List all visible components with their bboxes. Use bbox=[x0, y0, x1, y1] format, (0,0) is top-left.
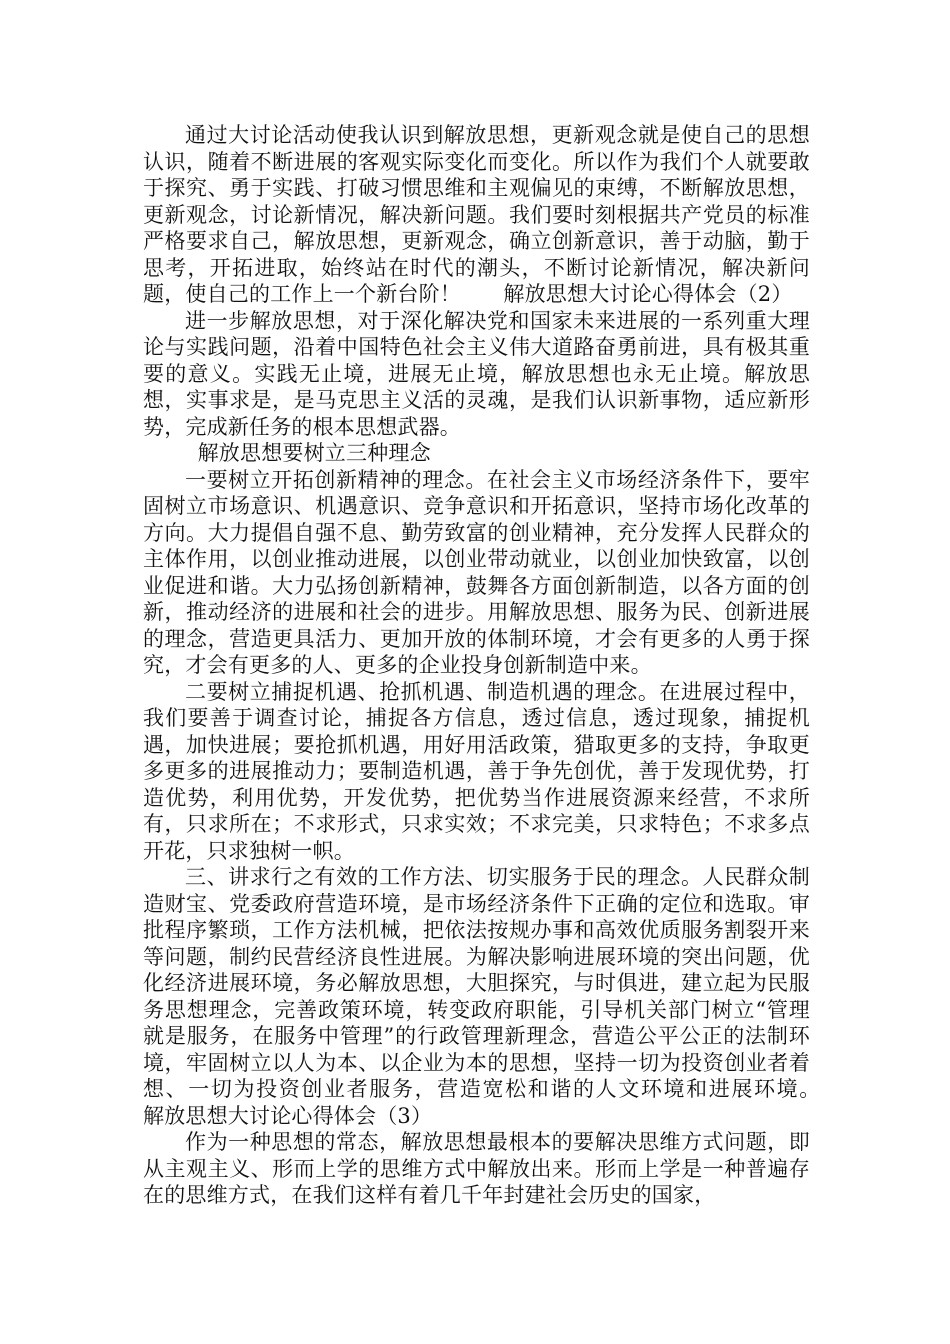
section-heading: 解放思想要树立三种理念 bbox=[197, 441, 431, 465]
paragraph-5: 三、讲求行之有效的工作方法、切实服务于民的理念。人民群众制造财宝、党委政府营造环境，是市场经济条件下正确的定位和选取。审批程序繁琐，工作方法机械，把依法按规办事和高效优质服务割裂开来等问题，制约民营经济良性进展。为解决影响进展环境的突出问题，优化经济进展环境，务必解放思想，大胆探究，与时俱进，建立起为民服务思想理念，完善政策环境，转变政府职能，引导机关部门树立“管理就是服务，在服务中管理”的行政管理新理念，营造公平公正的法制环境，牢固树立以人为本、以企业为本的思想，坚持一切为投资创业者着想、一切为投资创业者服务，营造宽松和谐的人文环境和进展环境。 解放思想大讨论心得体会（3） bbox=[143, 865, 853, 1128]
paragraph-2: 进一步解放思想，对于深化解决党和国家未来进展的一系列重大理论与实践问题，沿着中国特色社会主义伟大道路奋勇前进，具有极其重要的意义。实践无止境，进展无止境，解放思想也永无止境。解放思想，实事求是，是马克思主义活的灵魂，是我们认识新事物，适应新形势，完成新任务的根本思想武器。 bbox=[143, 308, 810, 439]
paragraph-6: 作为一种思想的常态，解放思想最根本的要解决思维方式问题，即从主观主义、形而上学的思维方式中解放出来。形而上学是一种普遍存在的思维方式，在我们这样有着几千年封建社会历史的国家， bbox=[143, 1130, 810, 1207]
paragraph-1: 通过大讨论活动使我认识到解放思想，更新观念就是使自己的思想认识，随着不断进展的客观实际变化而变化。所以作为我们个人就要敢于探究、勇于实践、打破习惯思维和主观偏见的束缚，不断解放思想，更新观念，讨论新情况，解决新问题。我们要时刻根据共产党员的标准严格要求自己，解放思想，更新观念，确立创新意识，善于动脑，勤于思考，开拓进取，始终站在时代的潮头，不断讨论新情况，解决新问题，使自己的工作上一个新台阶！ 解放思想大讨论心得体会（2） bbox=[143, 123, 810, 306]
document-body bbox=[143, 122, 853, 1209]
paragraph-3: 一要树立开拓创新精神的理念。在社会主义市场经济条件下，要牢固树立市场意识、机遇意识、竞争意识和开拓意识，坚持市场化改革的方向。大力提倡自强不息、勤劳致富的创业精神，充分发挥人民群众的主体作用，以创业推动进展，以创业带动就业，以创业加快致富，以创业促进和谐。大力弘扬创新精神，鼓舞各方面创新制造，以各方面的创新，推动经济的进展和社会的进步。用解放思想、服务为民、创新进展的理念，营造更具活力、更加开放的体制环境，才会有更多的人勇于探究，才会有更多的人、更多的企业投身创新制造中来。 bbox=[143, 467, 810, 677]
paragraph-4: 二要树立捕捉机遇、抢抓机遇、制造机遇的理念。在进展过程中，我们要善于调查讨论，捕捉各方信息，透过信息，透过现象，捕捉机遇，加快进展；要抢抓机遇，用好用活政策，猎取更多的支持，争取更多更多的进展推动力；要制造机遇，善于争先创优，善于发现优势，打造优势，利用优势，开发优势，把优势当作进展资源来经营，不求所有，只求所在；不求形式，只求实效；不求完美，只求特色；不求多点开花，只求独树一帜。 bbox=[143, 679, 810, 863]
